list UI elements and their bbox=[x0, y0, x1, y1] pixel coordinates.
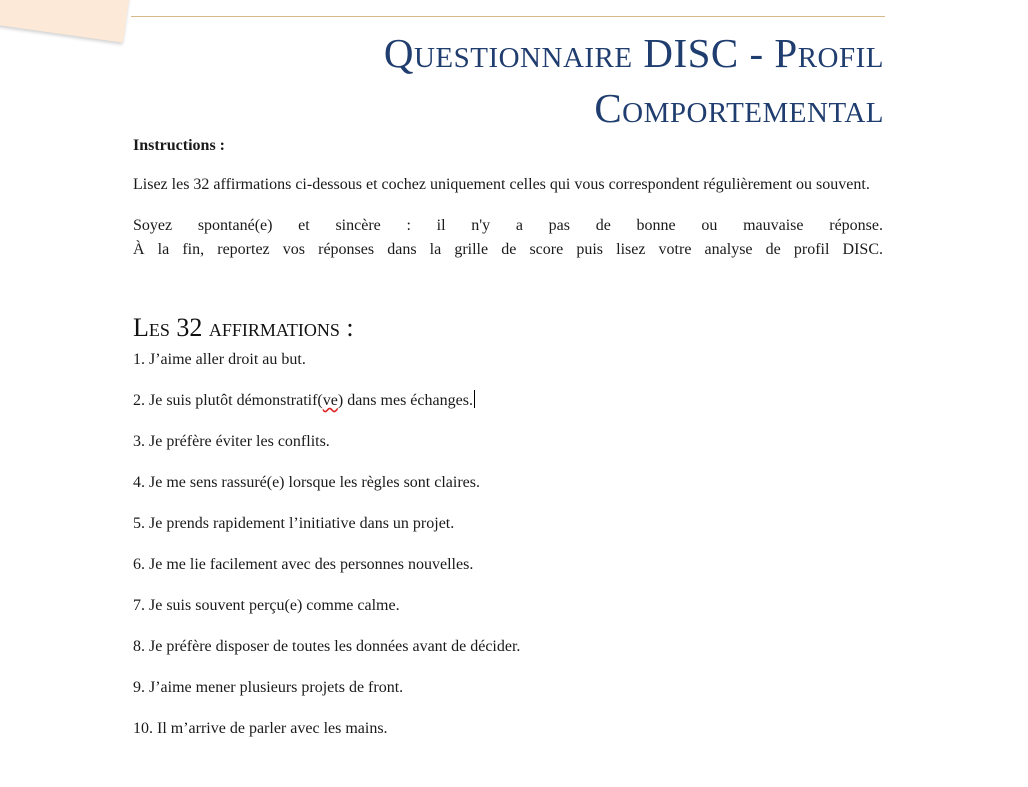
title-line-2: Comportemental bbox=[594, 85, 884, 131]
list-item: 6. Je me lie facilement avec des personnes nouvelles. bbox=[133, 556, 474, 573]
corner-decoration bbox=[0, 0, 136, 43]
instructions-paragraph-2-line-1: Soyez spontané(e) et sincère : il n'y a pas de bonne ou mauvaise réponse. bbox=[133, 217, 883, 234]
list-item: 7. Je suis souvent perçu(e) comme calme. bbox=[133, 597, 400, 614]
list-item: 4. Je me sens rassuré(e) lorsque les règles sont claires. bbox=[133, 474, 480, 491]
list-item: 5. Je prends rapidement l’initiative dans un projet. bbox=[133, 515, 455, 532]
instructions-paragraph-1: Lisez les 32 affirmations ci-dessous et cochez uniquement celles qui vous correspondent régulièrement ou souvent. bbox=[133, 176, 870, 193]
spelling-error: ve bbox=[322, 392, 338, 409]
item-2-text-after: ) dans mes échanges. bbox=[337, 392, 473, 409]
title-line-1: Questionnaire DISC - Profil bbox=[383, 30, 884, 76]
list-item: 8. Je préfère disposer de toutes les données avant de décider. bbox=[133, 638, 521, 655]
text-cursor bbox=[474, 390, 475, 408]
list-item: 10. Il m’arrive de parler avec les mains. bbox=[133, 720, 388, 737]
document-title bbox=[131, 26, 884, 136]
instructions-label: Instructions : bbox=[133, 137, 226, 154]
list-item: 3. Je préfère éviter les conflits. bbox=[133, 433, 330, 450]
instructions-paragraph-2-line-2: À la fin, reportez vos réponses dans la grille de score puis lisez votre analyse de profil DISC. bbox=[133, 241, 883, 258]
affirmations-list bbox=[133, 348, 883, 741]
section-title: Les 32 affirmations : bbox=[133, 313, 354, 342]
header-rule bbox=[131, 16, 885, 17]
item-2-text-before: 2. Je suis plutôt démonstratif( bbox=[133, 392, 323, 409]
list-item: 1. J’aime aller droit au but. bbox=[133, 351, 306, 368]
instructions-paragraph-2 bbox=[133, 214, 883, 262]
list-item: 9. J’aime mener plusieurs projets de front. bbox=[133, 679, 404, 696]
list-item bbox=[133, 389, 883, 413]
document-body[interactable] bbox=[133, 136, 883, 758]
